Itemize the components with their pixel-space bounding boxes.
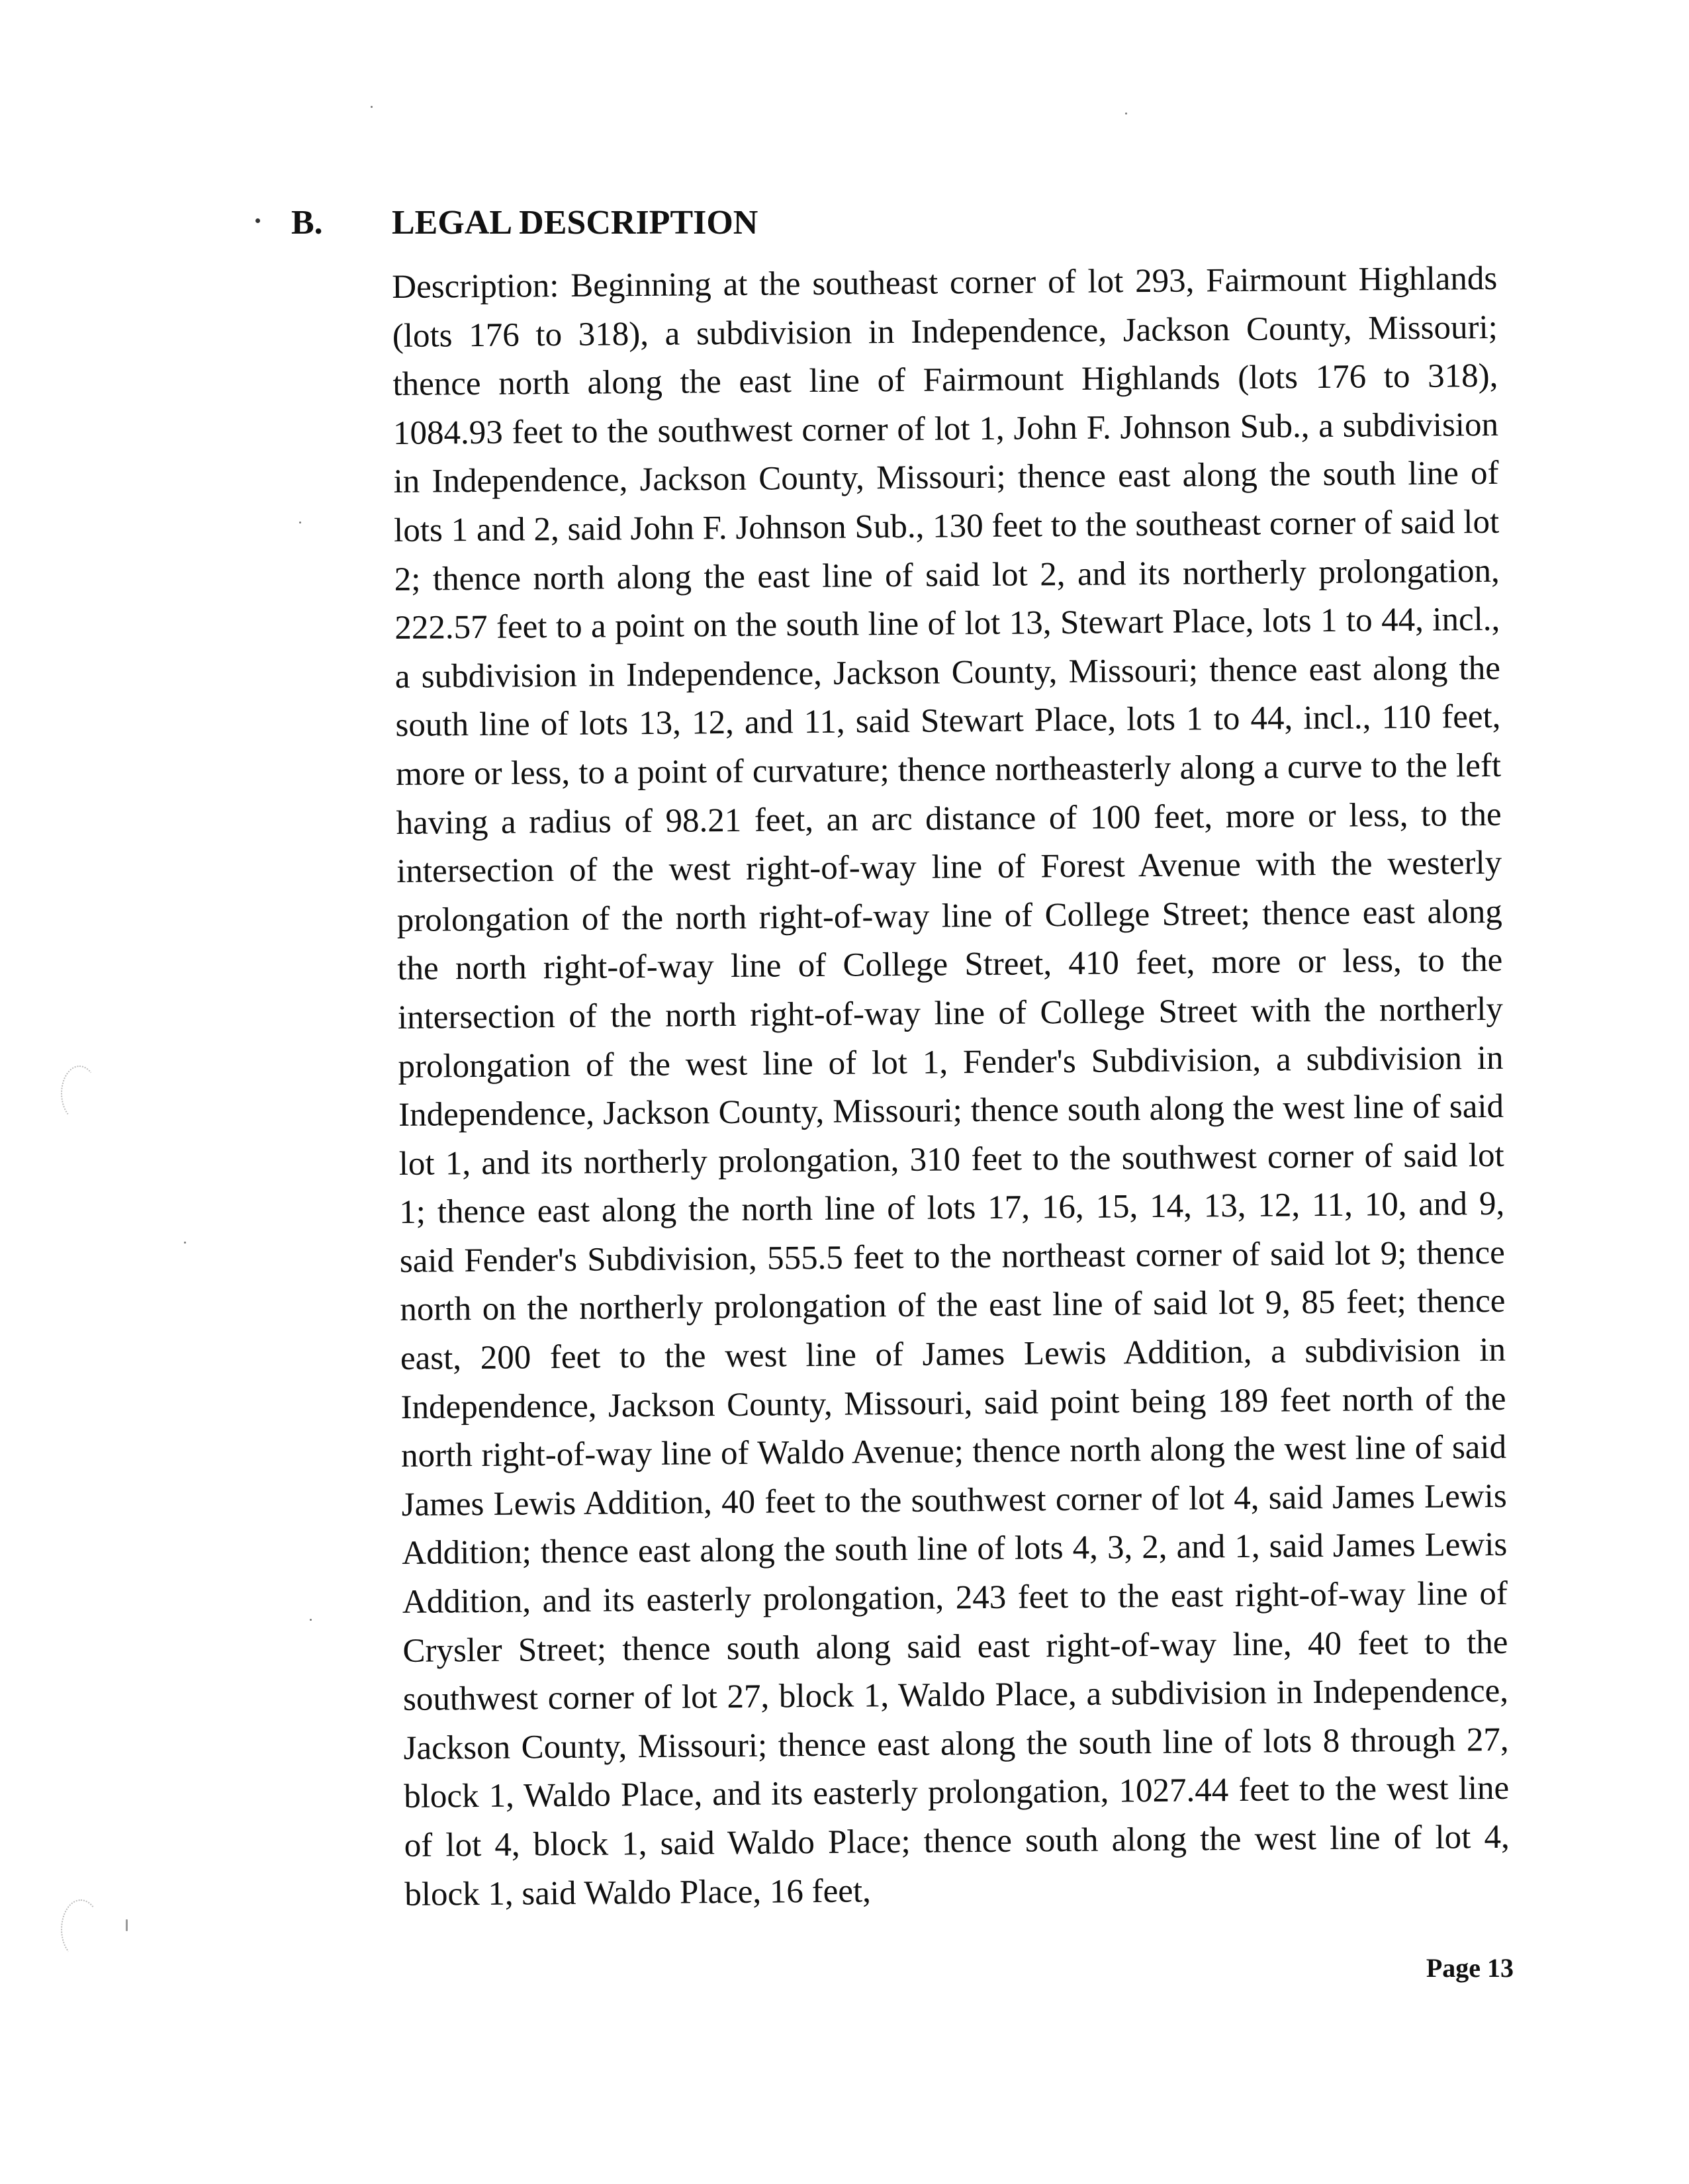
margin-mark — [255, 218, 260, 223]
scan-speck — [126, 1919, 128, 1931]
page-number: Page 13 — [1426, 1953, 1514, 1983]
scan-speck — [1125, 113, 1127, 114]
scan-speck — [184, 1242, 186, 1244]
scan-speck — [299, 522, 301, 523]
section-heading — [291, 196, 758, 249]
scan-arc-mark — [61, 1066, 98, 1121]
legal-description-paragraph: Description: Beginning at the southeast corner of lot 293, Fairmount Highlands (lots 176 to 318), a subdivision in Independence, Jackson County, Missouri; thence north along the east line of Fairmount Highlands (lots 176 to 318), 1084.93 feet to the southwest corner of lot 1, John F. Johnson Sub., a subdivision in Independence, Jackson County, Missouri; thence east along the south line of lots 1 and 2, said John F. Johnson Sub., 130 feet to the southeast corner of said lot 2; thence north along the east line of said lot 2, and its northerly prolongation, 222.57 feet to a point on the south line of lot 13, Stewart Place, lots 1 to 44, incl., a subdivision in Independence, Jackson County, Missouri; thence east along the south line of lots 13, 12, and 11, said Stewart Place, lots 1 to 44, incl., 110 feet, more or less, to a point of curvature; thence northeasterly along a curve to the left having a radius of 98.21 feet, an arc distance of 100 feet, more or less, to the intersection of the west right-of-way line of Forest Avenue with the westerly prolongation of the north right-of-way line of College Street; thence east along the north right-of-way line of College Street, 410 feet, more or less, to the intersection of the north right-of-way line of College Street with the northerly prolongation of the west line of lot 1, Fender's Subdivision, a subdivision in Independence, Jackson County, Missouri; thence south along the west line of said lot 1, and its northerly prolongation, 310 feet to the southwest corner of said lot 1; thence east along the north line of lots 17, 16, 15, 14, 13, 12, 11, 10, and 9, said Fender's Subdivision, 555.5 feet to the northeast corner of said lot 9; thence north on the northerly prolongation of the east line of said lot 9, 85 feet; thence east, 200 feet to the west line of James Lewis Addition, a subdivision in Independence, Jackson County, Missouri, said point being 189 feet north of the north right-of-way line of Waldo Avenue; thence north along the west line of said James Lewis Addition, 40 feet to the southwest corner of lot 4, said James Lewis Addition; thence east along the south line of lots 4, 3, 2, and 1, said James Lewis Addition, and its easterly prolongation, 243 feet to the east right-of-way line of Crysler Street; thence south along said east right-of-way line, 40 feet to the southwest corner of lot 27, block 1, Waldo Place, a subdivision in Independence, Jackson County, Missouri; thence east along the south line of lots 8 through 27, block 1, Waldo Place, and its easterly prolongation, 1027.44 feet to the west line of lot 4, block 1, said Waldo Place; thence south along the west line of lot 4, block 1, said Waldo Place, 16 feet, — [392, 259, 1510, 1913]
scan-arc-mark — [61, 1899, 101, 1959]
section-letter: B. — [291, 203, 323, 242]
section-title: LEGAL DESCRIPTION — [392, 203, 758, 242]
scan-speck — [371, 106, 373, 108]
scan-speck — [310, 1619, 312, 1621]
